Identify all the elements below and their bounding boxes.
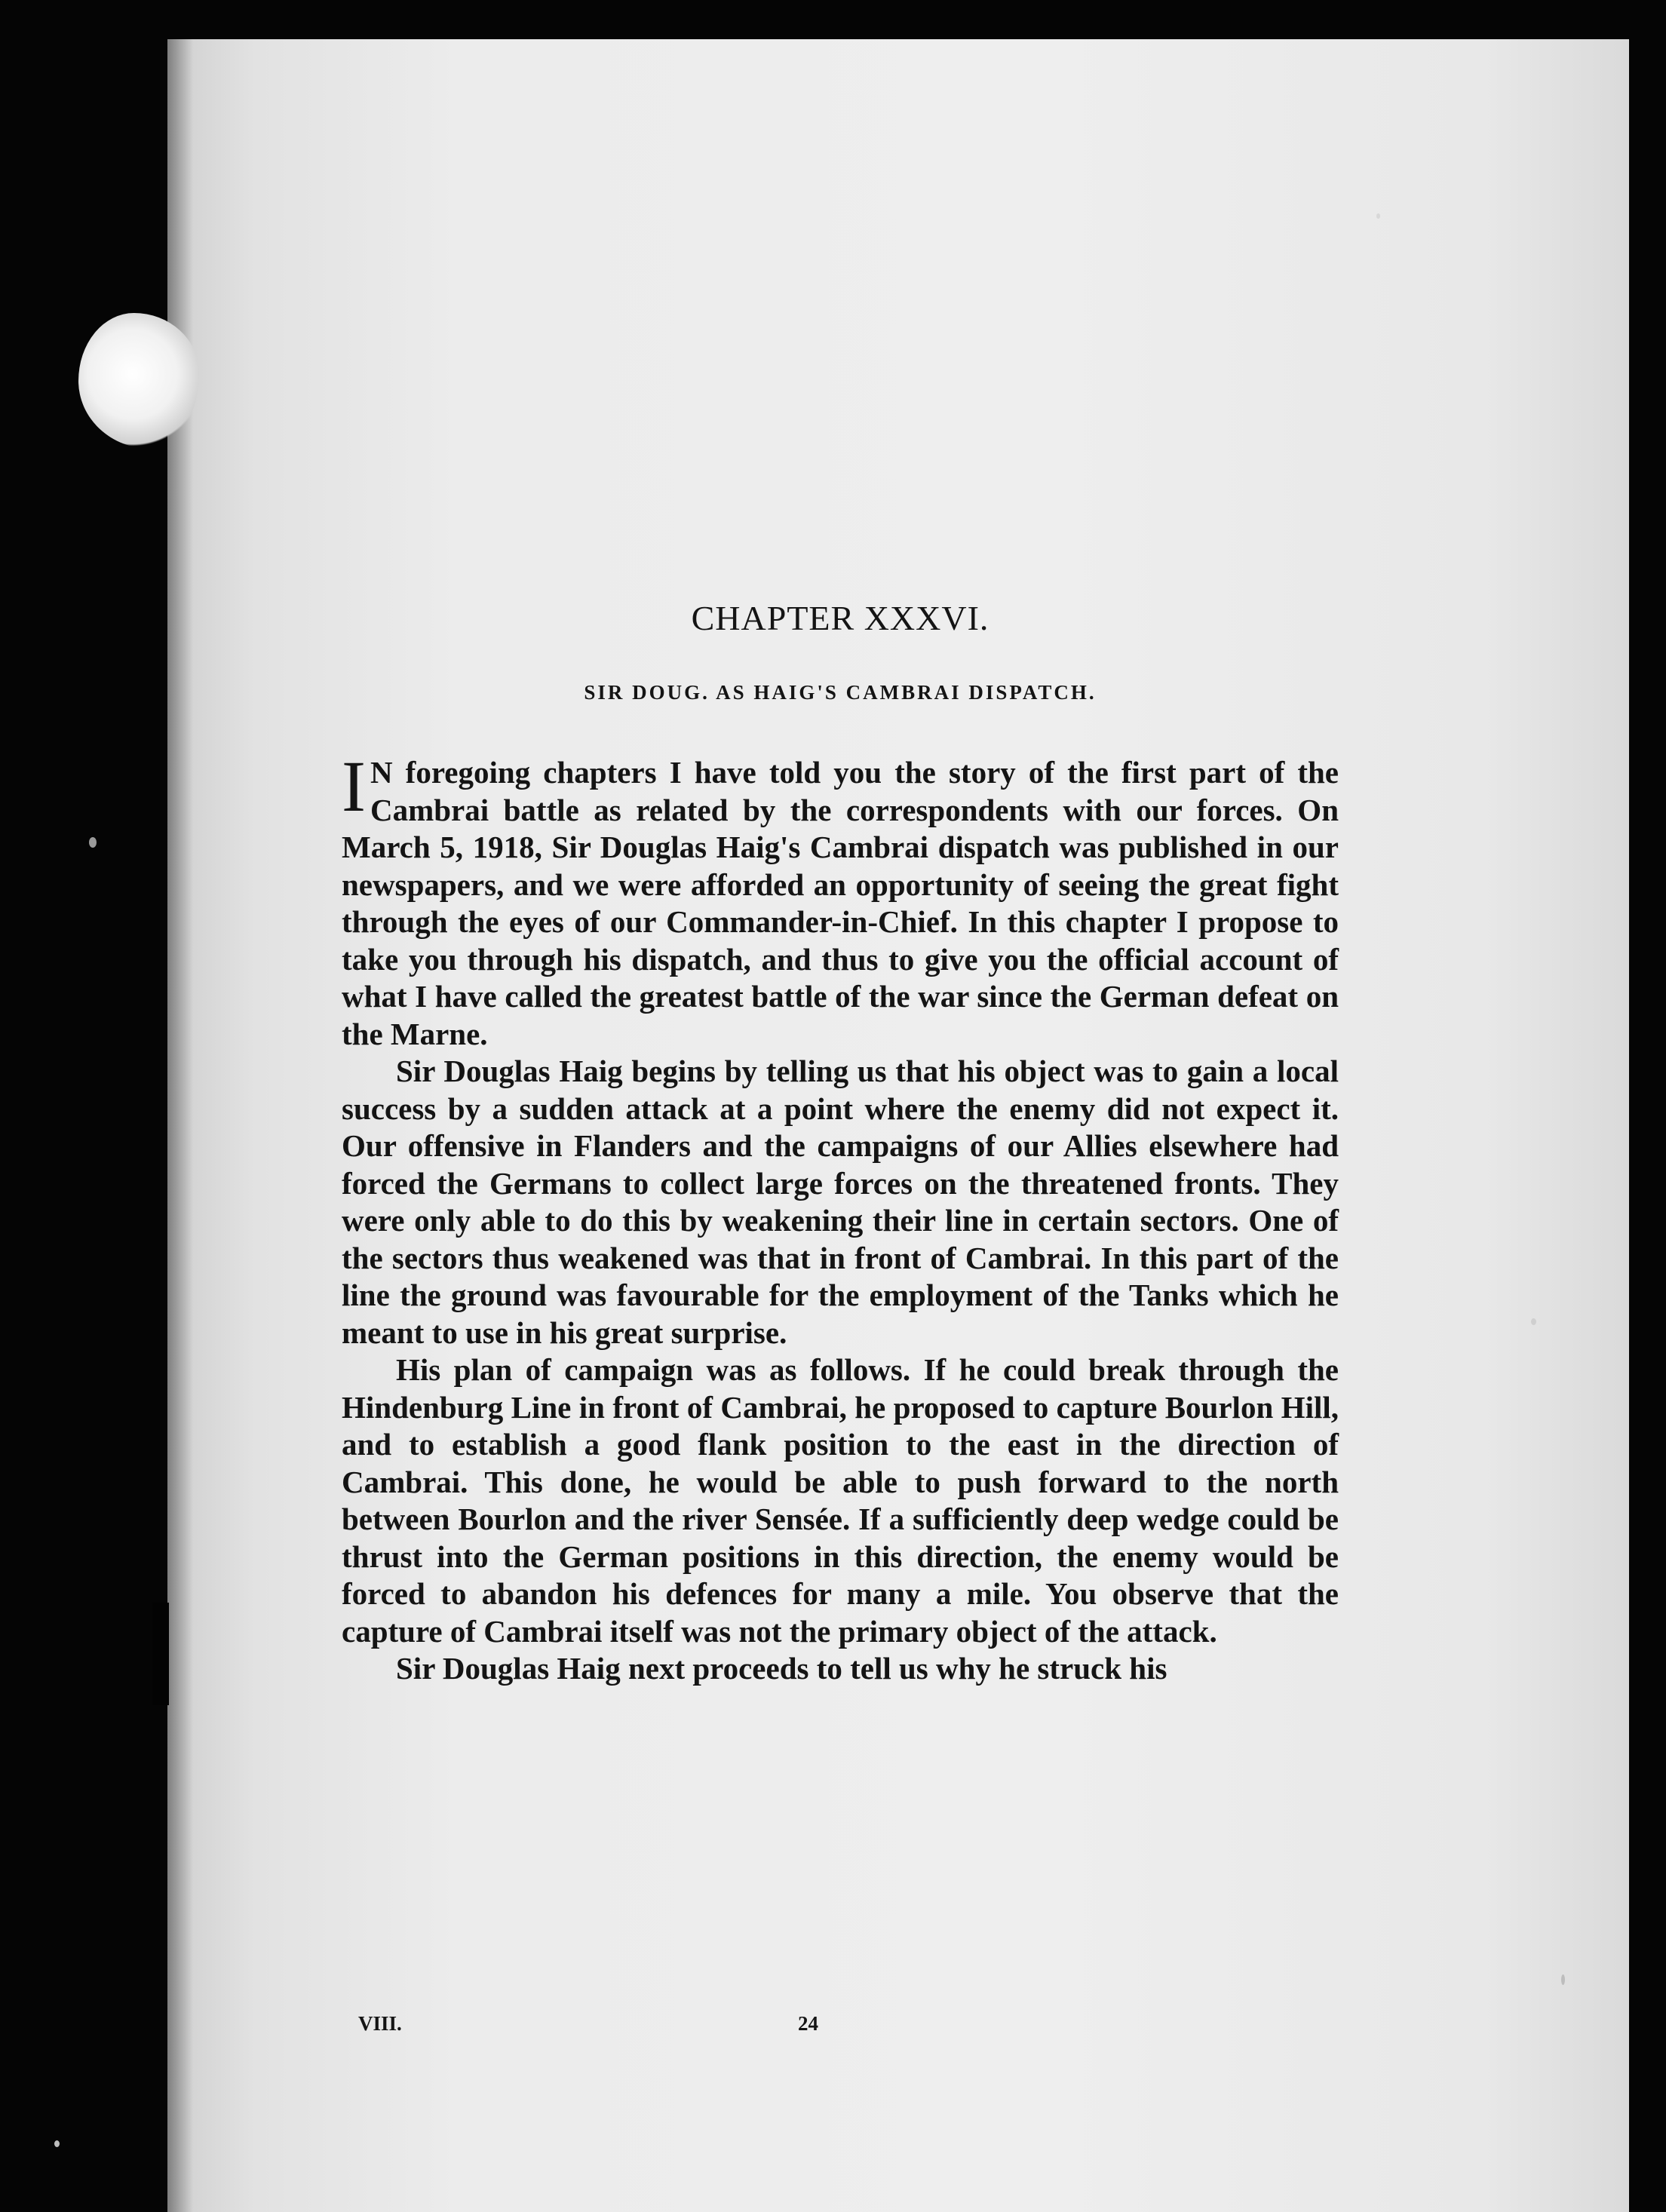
chapter-subtitle: SIR DOUG. AS HAIG'S CAMBRAI DISPATCH. — [584, 681, 1097, 704]
chapter-title: CHAPTER XXXVI. — [691, 599, 989, 637]
page-number: 24 — [798, 2012, 818, 2035]
dust-speck — [54, 2140, 60, 2147]
paragraph-2: Sir Douglas Haig begins by telling us that his object was to gain a local success by a sudden attack at a point where the enemy did not expect it. Our offensive in Flanders and the campaigns of our Allies elsewhere had forced the Germans to collect large forces on the threatened fronts. They were only able to do this by weakening their line in certain sectors. One of the sectors thus weakened was that in front of Cambrai. In this part of the line the ground was favourable for the employment of the Tanks which he meant to use in his great surprise. — [342, 1054, 1339, 1350]
paragraph-4: Sir Douglas Haig next proceeds to tell us why he struck his — [396, 1651, 1167, 1686]
paragraph-3: His plan of campaign was as follows. If he could break through the Hindenburg Line in front of Cambrai, he proposed to capture Bourlon Hill, and to establish a good flank position to the east in the direction of Cambrai. This done, he would be able to push forward to the north between Bourlon and the river Sensée. If a sufficiently deep wedge could be thrust into the German positions in this direction, the enemy would be forced to abandon his defences for many a mile. You observe that the capture of Cambrai itself was not the primary object of the attack. — [342, 1352, 1339, 1649]
drop-cap: I — [342, 746, 366, 827]
paper-blemish — [78, 313, 199, 449]
paragraph-1-text: N foregoing chapters I have told you the story of the first part of the Cambrai battle as related by the correspondents with our forces. On March 5, 1918, Sir Douglas Haig's Cambrai dispatch was published in our newspapers, and we were afforded an opportunity of seeing the great fight through the eyes of our Commander-in-Chief. In this chapter I propose to take you through his dispatch, and thus to give you the official account of what I have called the greatest battle of the war since the German defeat on the Marne. — [342, 755, 1339, 1051]
dust-speck — [1561, 1974, 1565, 1985]
signature-mark: VIII. — [358, 2012, 402, 2035]
edge-mark — [152, 1603, 169, 1705]
dust-speck — [1531, 1318, 1536, 1325]
dust-speck — [89, 837, 97, 848]
paragraph-1 — [342, 746, 1339, 1053]
dust-speck — [1376, 213, 1380, 219]
chapter-body — [342, 746, 1339, 1688]
